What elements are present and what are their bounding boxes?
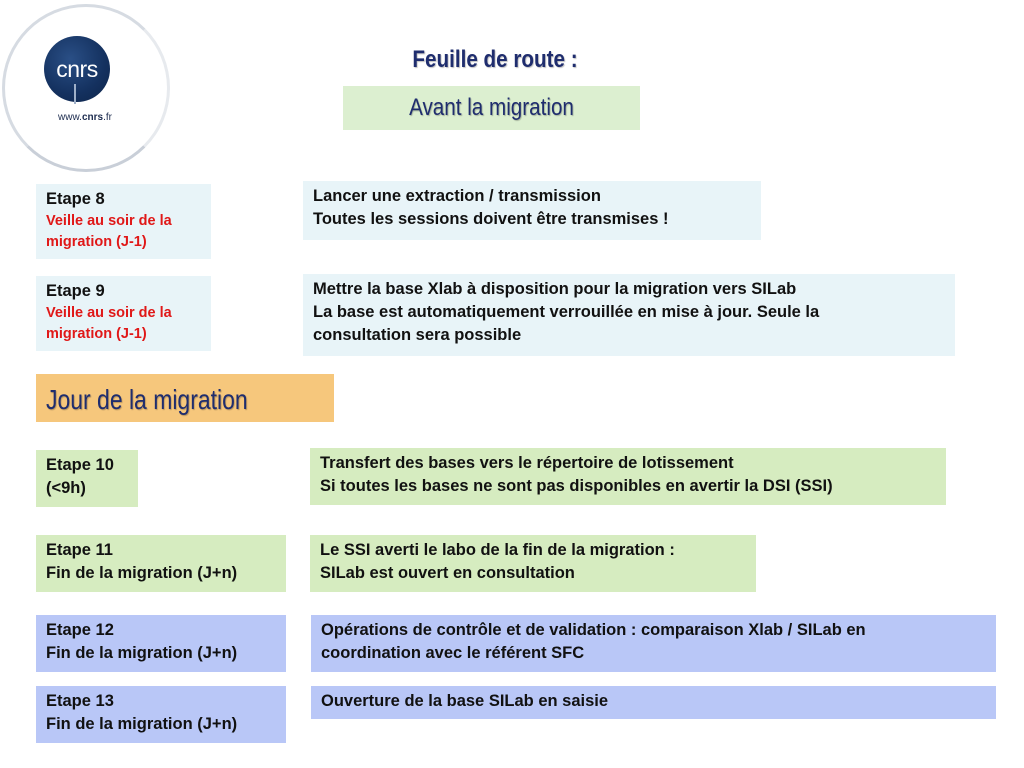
step-13-desc-line1: Ouverture de la base SILab en saisie	[321, 692, 609, 710]
step-8-box	[36, 184, 211, 259]
step-12-timing: Fin de la migration (J+n)	[46, 644, 238, 662]
step-11-timing: Fin de la migration (J+n)	[46, 564, 238, 582]
step-11-box	[36, 535, 286, 592]
step-12-desc-line2: coordination avec le référent SFC	[321, 644, 585, 662]
step-9-note-line2: migration (J-1)	[46, 326, 147, 342]
step-13-box	[36, 686, 286, 743]
logo-url-brand: cnrs	[81, 112, 104, 123]
step-10-desc-line2: Si toutes les bases ne sont pas disponibles en avertir la DSI (SSI)	[320, 477, 833, 495]
logo-mark: cnrs	[56, 55, 98, 82]
step-13-description	[311, 686, 996, 719]
logo-url	[30, 112, 140, 123]
page-title: Feuille de route :	[412, 46, 578, 73]
step-12-desc-line1: Opérations de contrôle et de validation : comparaison Xlab / SILab en	[321, 621, 866, 639]
step-8-desc-line1: Lancer une extraction / transmission	[313, 187, 601, 205]
step-9-label: Etape 9	[46, 282, 105, 300]
step-10-description	[310, 448, 946, 505]
step-9-desc-line3: consultation sera possible	[313, 326, 522, 344]
step-9-note-line1: Veille au soir de la	[46, 305, 172, 321]
step-11-label: Etape 11	[46, 541, 113, 559]
step-8-description	[303, 181, 761, 240]
step-9-box	[36, 276, 211, 351]
step-8-note-line2: migration (J-1)	[46, 234, 147, 250]
step-11-description	[310, 535, 756, 592]
step-13-label: Etape 13	[46, 692, 114, 710]
day-section-title: Jour de la migration	[46, 384, 248, 415]
step-8-note-line1: Veille au soir de la	[46, 213, 172, 229]
step-10-time: (<9h)	[46, 479, 86, 497]
step-8-desc-line2: Toutes les sessions doivent être transmises !	[313, 210, 669, 228]
step-10-desc-line1: Transfert des bases vers le répertoire de lotissement	[320, 454, 734, 472]
step-11-desc-line1: Le SSI averti le labo de la fin de la migration :	[320, 541, 675, 559]
step-10-box	[36, 450, 138, 507]
step-9-description	[303, 274, 955, 356]
step-8-label: Etape 8	[46, 190, 105, 208]
step-12-box	[36, 615, 286, 672]
step-11-desc-line2: SILab est ouvert en consultation	[320, 564, 575, 582]
step-12-label: Etape 12	[46, 621, 114, 639]
page-subtitle: Avant la migration	[409, 94, 574, 121]
cnrs-logo	[44, 36, 110, 102]
step-12-description	[311, 615, 996, 672]
logo-stem	[74, 84, 76, 104]
logo-url-suffix: .fr	[103, 112, 112, 123]
step-10-label: Etape 10	[46, 456, 114, 474]
step-13-timing: Fin de la migration (J+n)	[46, 715, 238, 733]
step-9-desc-line1: Mettre la base Xlab à disposition pour la migration vers SILab	[313, 280, 797, 298]
step-9-desc-line2: La base est automatiquement verrouillée en mise à jour. Seule la	[313, 303, 820, 321]
logo-url-prefix: www.	[58, 112, 82, 123]
